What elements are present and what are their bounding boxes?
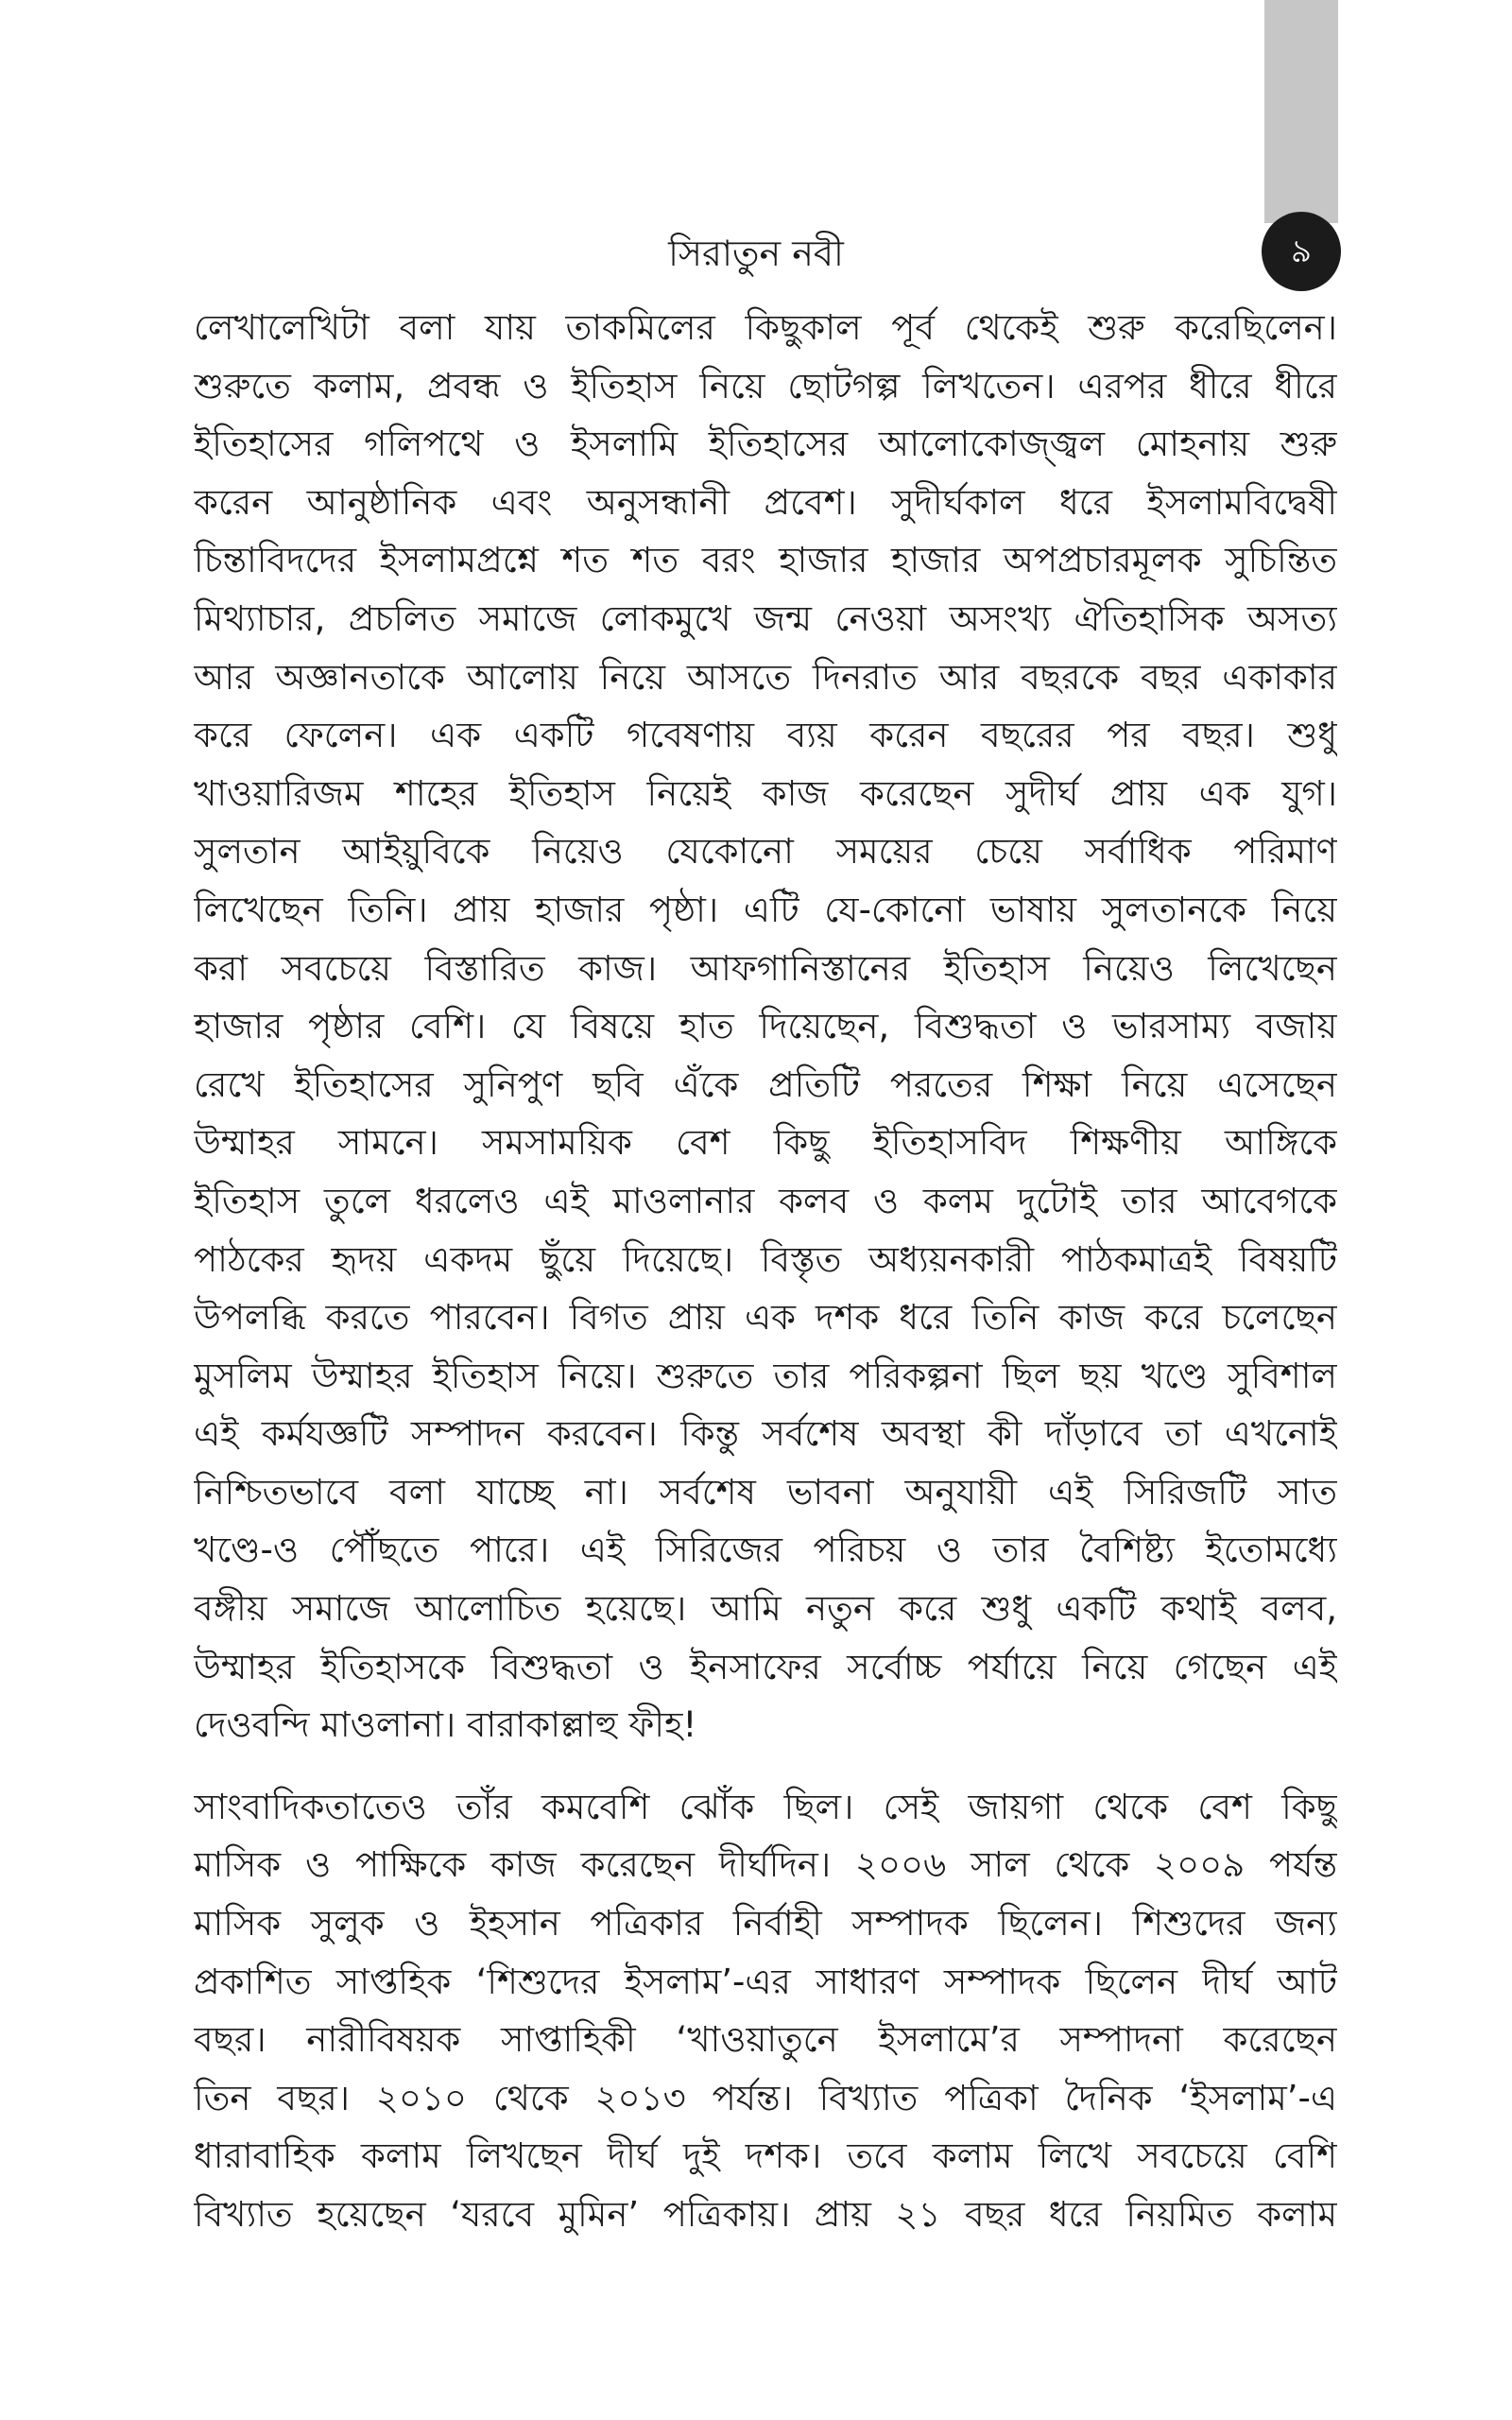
- body-text: [194, 299, 1337, 2244]
- text-line: বছর। নারীবিষয়ক সাপ্তাহিকী ‘খাওয়াতুনে ইসলামে’র সম্পাদনা করেছেন: [194, 2019, 1337, 2061]
- text-line: দেওবন্দি মাওলানা। বারাকাল্লাহু ফীহ!: [194, 1704, 697, 1746]
- text-line: এই কর্মযজ্ঞটি সম্পাদন করবেন। কিন্তু সর্বশেষ অবস্থা কী দাঁড়াবে তা এখনোই: [194, 1413, 1337, 1455]
- text-line: চিন্তাবিদদের ইসলামপ্রশ্নে শত শত বরং হাজার হাজার অপপ্রচারমূলক সুচিন্তিত: [194, 540, 1337, 581]
- text-line: আর অজ্ঞানতাকে আলোয় নিয়ে আসতে দিনরাত আর বছরকে বছর একাকার: [194, 656, 1337, 698]
- text-line: ইতিহাস তুলে ধরলেও এই মাওলানার কলব ও কলম দুটোই তার আবেগকে: [194, 1180, 1337, 1221]
- running-title: সিরাতুন নবী: [668, 233, 844, 274]
- paragraph-1: [194, 299, 1337, 1754]
- text-line: রেখে ইতিহাসের সুনিপুণ ছবি এঁকে প্রতিটি পরতের শিক্ষা নিয়ে এসেছেন: [194, 1063, 1337, 1105]
- text-line: ইতিহাসের গলিপথে ও ইসলামি ইতিহাসের আলোকোজ্জ্বল মোহনায় শুরু: [194, 424, 1337, 465]
- text-line: লেখালেখিটা বলা যায় তাকমিলের কিছুকাল পূর্ব থেকেই শুরু করেছিলেন।: [194, 307, 1337, 348]
- text-line: সাংবাদিকতাতেও তাঁর কমবেশি ঝোঁক ছিল। সেই জায়গা থেকে বেশ কিছু: [194, 1786, 1337, 1827]
- text-line: উম্মাহর ইতিহাসকে বিশুদ্ধতা ও ইনসাফের সর্বোচ্চ পর্যায়ে নিয়ে গেছেন এই: [194, 1646, 1337, 1687]
- paragraph-2: [194, 1778, 1337, 2244]
- text-line: প্রকাশিত সাপ্তহিক ‘শিশুদের ইসলাম’-এর সাধারণ সম্পাদক ছিলেন দীর্ঘ আট: [194, 1961, 1337, 2002]
- text-line: করে ফেলেন। এক একটি গবেষণায় ব্যয় করেন বছরের পর বছর। শুধু: [194, 715, 1337, 756]
- text-line: হাজার পৃষ্ঠার বেশি। যে বিষয়ে হাত দিয়েছেন, বিশুদ্ধতা ও ভারসাম্য বজায়: [194, 1006, 1337, 1047]
- text-line: মাসিক ও পাক্ষিকে কাজ করেছেন দীর্ঘদিন। ২০০৬ সাল থেকে ২০০৯ পর্যন্ত: [194, 1844, 1337, 1886]
- text-line: খাওয়ারিজম শাহের ইতিহাস নিয়েই কাজ করেছেন সুদীর্ঘ প্রায় এক যুগ।: [194, 772, 1337, 814]
- chapter-tab: [1264, 0, 1338, 223]
- text-line: বিখ্যাত হয়েছেন ‘যরবে মুমিন’ পত্রিকায়। প্রায় ২১ বছর ধরে নিয়মিত কলাম: [194, 2194, 1337, 2235]
- text-line: মাসিক সুলুক ও ইহসান পত্রিকার নির্বাহী সম্পাদক ছিলেন। শিশুদের জন্য: [194, 1903, 1337, 1945]
- text-line: পাঠকের হৃদয় একদম ছুঁয়ে দিয়েছে। বিস্তৃত অধ্যয়নকারী পাঠকমাত্রই বিষয়টি: [194, 1238, 1337, 1280]
- text-line: করেন আনুষ্ঠানিক এবং অনুসন্ধানী প্রবেশ। সুদীর্ঘকাল ধরে ইসলামবিদ্বেষী: [194, 481, 1337, 523]
- text-line: বঙ্গীয় সমাজে আলোচিত হয়েছে। আমি নতুন করে শুধু একটি কথাই বলব,: [194, 1588, 1337, 1630]
- text-line: উম্মাহর সামনে। সমসাময়িক বেশ কিছু ইতিহাসবিদ শিক্ষণীয় আঙ্গিকে: [194, 1122, 1337, 1164]
- page-number-badge: ৯: [1262, 212, 1341, 291]
- text-line: ধারাবাহিক কলাম লিখছেন দীর্ঘ দুই দশক। তবে কলাম লিখে সবচেয়ে বেশি: [194, 2135, 1337, 2177]
- text-line: মিথ্যাচার, প্রচলিত সমাজে লোকমুখে জন্ম নেওয়া অসংখ্য ঐতিহাসিক অসত্য: [194, 597, 1337, 639]
- text-line: করা সবচেয়ে বিস্তারিত কাজ। আফগানিস্তানের ইতিহাস নিয়েও লিখেছেন: [194, 947, 1337, 989]
- text-line: শুরুতে কলাম, প্রবন্ধ ও ইতিহাস নিয়ে ছোটগল্প লিখতেন। এরপর ধীরে ধীরে: [194, 365, 1337, 406]
- text-line: তিন বছর। ২০১০ থেকে ২০১৩ পর্যন্ত। বিখ্যাত পত্রিকা দৈনিক ‘ইসলাম’-এ: [194, 2077, 1337, 2118]
- text-line: লিখেছেন তিনি। প্রায় হাজার পৃষ্ঠা। এটি যে-কোনো ভাষায় সুলতানকে নিয়ে: [194, 889, 1337, 930]
- text-line: সুলতান আইয়ুবিকে নিয়েও যেকোনো সময়ের চেয়ে সর্বাধিক পরিমাণ: [194, 831, 1337, 873]
- text-line: উপলব্ধি করতে পারবেন। বিগত প্রায় এক দশক ধরে তিনি কাজ করে চলেছেন: [194, 1297, 1337, 1339]
- text-line: খণ্ডে-ও পৌঁছতে পারে। এই সিরিজের পরিচয় ও তার বৈশিষ্ট্য ইতোমধ্যে: [194, 1530, 1337, 1571]
- text-line: নিশ্চিতভাবে বলা যাচ্ছে না। সর্বশেষ ভাবনা অনুযায়ী এই সিরিজটি সাত: [194, 1471, 1337, 1512]
- text-line: মুসলিম উম্মাহর ইতিহাস নিয়ে। শুরুতে তার পরিকল্পনা ছিল ছয় খণ্ডে সুবিশাল: [194, 1355, 1337, 1396]
